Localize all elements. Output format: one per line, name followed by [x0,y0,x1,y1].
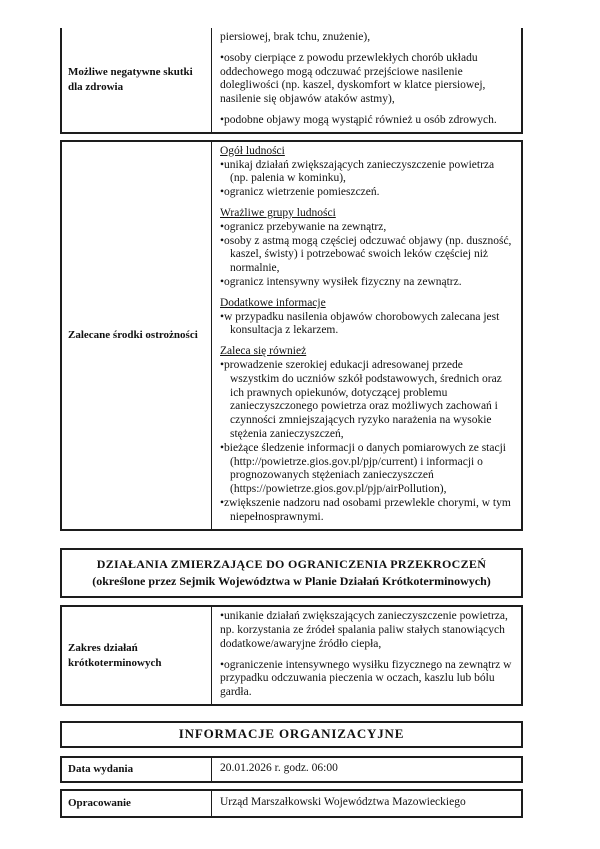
info-row-prepared-by [60,789,523,818]
bullet-item-with-urls: • bieżące śledzenie informacji o danych pomiarowych ze stacji (http://powietrze.gios.gov.pl/pjp/current) i informacji o prognozowanych stężeniach zanieczyszczeń (https://powietrze.gios.gov.pl/pjp/airPollution), [220,442,513,497]
actions-row-label [62,607,212,704]
bullet-item: • w przypadku nasilenia objawów chorobowych zalecana jest konsultacja z lekarzem. [220,311,513,339]
audience-group-additional-info [220,297,513,338]
audience-group-general [220,145,513,200]
org-info-header [60,721,523,748]
action-bullet-item: • unikanie działań zwiększających zanieczyszczenie powietrza, np. korzystania ze źródeł spalania paliw stałych stanowiących dodatkowe/awaryjne źródło ciepła, [220,610,513,651]
group-heading: Wrażliwe grupy ludności [220,206,336,219]
precautions-row-label [62,142,212,529]
audience-group-sensitive [220,207,513,290]
bullet-item: • unikaj działań zwiększających zanieczyszczenie powietrza (np. palenia w kominku), [220,159,513,187]
actions-title-line2: (określone przez Sejmik Województwa w Planie Działań Krótkoterminowych) [92,573,491,588]
health-effects-body-cell [212,28,521,132]
precautions-body-cell [212,142,521,529]
org-info-title: INFORMACJE ORGANIZACYJNE [178,726,405,742]
health-effects-label-text: Możliwe negatywne skutki dla zdrowia [68,66,193,93]
audience-group-also-recommended [220,345,513,524]
info-row-issue-date [60,756,523,783]
group-heading: Dodatkowe informacje [220,296,326,309]
health-paragraph-continuation: piersiowej, brak tchu, znużenie), [220,31,371,43]
group-heading: Zaleca się również [220,345,307,358]
issue-date-label-text: Data wydania [68,762,134,775]
prepared-by-label-text: Opracowanie [68,796,131,809]
issue-date-value: 20.01.2026 r. godz. 06:00 [220,762,338,775]
action-bullet-item: • ograniczenie intensywnego wysiłku fizycznego na zewnątrz w przypadku odczuwania pieczenia w oczach, kaszlu lub bólu gardła. [220,659,513,700]
issue-date-label [62,758,212,781]
bullet-item: • ogranicz wietrzenie pomieszczeń. [220,186,513,200]
bullet-item: • ogranicz intensywny wysiłek fizyczny na zewnątrz. [220,276,513,290]
actions-title-line1: DZIAŁANIA ZMIERZAJĄCE DO OGRANICZENIA PRZEKROCZEŃ [96,556,487,571]
actions-label-text: Zakres działań krótkoterminowych [68,641,162,669]
group-heading: Ogół ludności [220,144,285,157]
health-paragraph-bullet: • osoby cierpiące z powodu przewlekłych chorób układu oddechowego mogą odczuwać przejściowe nasilenie dolegliwości (np. kaszel, dyskomfort w klatce piersiowej, nasilenie się objawów ataków astmy), [220,52,513,107]
prepared-by-label [62,791,212,816]
bullet-item: • ogranicz przebywanie na zewnątrz, [220,221,513,235]
actions-header [60,548,523,599]
actions-body-cell [212,607,521,704]
health-effects-table [60,28,523,134]
bullet-item: • zwiększenie nadzoru nad osobami przewlekle chorymi, w tym niepełnosprawnymi. [220,497,513,525]
document-content [60,0,523,818]
precautions-label-text: Zalecane środki ostrożności [68,328,198,341]
prepared-by-value: Urząd Marszałkowski Województwa Mazowieckiego [220,796,466,809]
actions-table [60,605,523,706]
health-paragraph-bullet: • podobne objawy mogą wystąpić również u osób zdrowych. [220,114,513,128]
precautions-table [60,140,523,531]
health-effects-row-label [62,28,212,132]
bullet-item: • prowadzenie szerokiej edukacji adresowanej przede wszystkim do uczniów szkół podstawowych, średnich oraz ich prawnych opiekunów, dotyczącej problemu zanieczyszczonego powietrza oraz możliwych zachowań i czynności zmniejszających ryzyko narażenia na wysokie stężenia zanieczyszczeń, [220,359,513,442]
bullet-item: • osoby z astmą mogą częściej odczuwać objawy (np. duszność, kaszel, świsty) i potrzebować swoich leków częściej niż normalnie, [220,235,513,276]
